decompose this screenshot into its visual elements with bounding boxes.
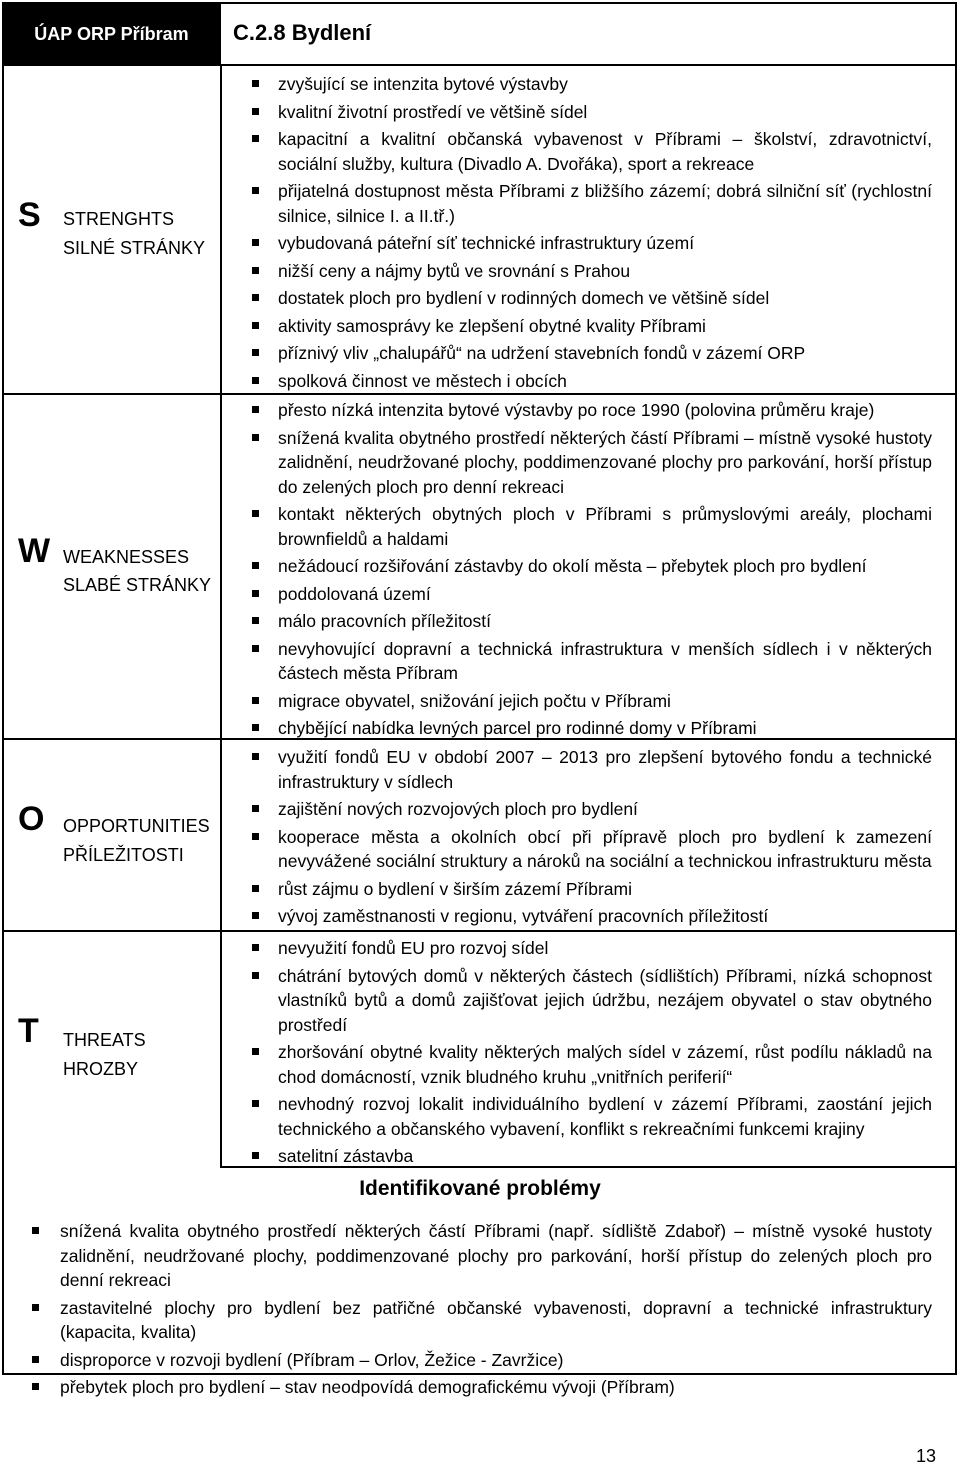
list-item: kvalitní životní prostředí ve většině sídel	[248, 100, 932, 125]
list-item: málo pracovních příležitostí	[248, 609, 932, 634]
swot-letter: W	[18, 532, 51, 570]
list-item: příznivý vliv „chalupářů“ na udržení stavebních fondů v zázemí ORP	[248, 341, 932, 366]
strengths-list	[248, 72, 932, 396]
list-item: zhoršování obytné kvality některých malých sídel v zázemí, růst podílu nákladů na chod domácností, vznik bludného kruhu „vnitřních periferií“	[248, 1040, 932, 1089]
page-number: 13	[915, 1446, 936, 1466]
identified-problems-title: Identifikované problémy	[359, 1177, 601, 1200]
list-item: spolková činnost ve městech i obcích	[248, 369, 932, 394]
list-item: růst zájmu o bydlení v širším zázemí Příbrami	[248, 877, 932, 902]
list-item: disproporce v rozvoji bydlení (Příbram – Orlov, Žežice - Zavržice)	[30, 1348, 932, 1373]
swot-letter: S	[18, 196, 41, 234]
list-item: přebytek ploch pro bydlení – stav neodpovídá demografickému vývoji (Příbram)	[30, 1375, 932, 1400]
swot-label-cz: PŘÍLEŽITOSTI	[63, 845, 184, 865]
swot-letter: T	[18, 1012, 39, 1050]
swot-label-en: STRENGHTS	[63, 209, 175, 229]
swot-label-cz: HROZBY	[63, 1059, 139, 1079]
column-divider	[220, 66, 222, 1167]
header-org-title: ÚAP ORP Příbram	[2, 2, 221, 66]
list-item: přesto nízká intenzita bytové výstavby po roce 1990 (polovina průměru kraje)	[248, 398, 932, 423]
swot-label-cz: SILNÉ STRÁNKY	[63, 238, 206, 258]
list-item: kooperace města a okolních obcí při přípravě ploch pro bydlení k zamezení nevyvážené sociální struktury a nároků na sociální a technickou infrastrukturu města	[248, 825, 932, 874]
header-section-title: C.2.8 Bydlení	[221, 2, 957, 66]
list-item: nežádoucí rozšiřování zástavby do okolí města – přebytek ploch pro bydlení	[248, 554, 932, 579]
list-item: vývoj zaměstnanosti v regionu, vytváření pracovních příležitostí	[248, 904, 932, 929]
list-item: snížená kvalita obytného prostředí některých částí Příbrami – místně vysoké hustoty zalidnění, neudržované plochy, poddimenzované plochy pro parkování, horší přístup do zelených ploch pro denní rekreaci	[248, 426, 932, 500]
list-item: satelitní zástavba	[248, 1144, 932, 1169]
list-item: aktivity samosprávy ke zlepšení obytné kvality Příbrami	[248, 314, 932, 339]
list-item: vybudovaná páteřní síť technické infrastruktury území	[248, 231, 932, 256]
swot-label-en: OPPORTUNITIES	[63, 816, 210, 836]
list-item: chybějící nabídka levných parcel pro rodinné domy v Příbrami	[248, 716, 932, 741]
list-item: zvyšující se intenzita bytové výstavby	[248, 72, 932, 97]
list-item: využití fondů EU v období 2007 – 2013 pro zlepšení bytového fondu a technické infrastruktury v sídlech	[248, 745, 932, 794]
list-item: nevhodný rozvoj lokalit individuálního bydlení v zázemí Příbrami, zaostání jejich technického a občanského vybavení, konflikt s rekreačními funkcemi krajiny	[248, 1092, 932, 1141]
list-item: nižší ceny a nájmy bytů ve srovnání s Prahou	[248, 259, 932, 284]
swot-label-en: THREATS	[63, 1030, 146, 1050]
list-item: přijatelná dostupnost města Příbrami z bližšího zázemí; dobrá silniční síť (rychlostní silnice, silnice I. a II.tř.)	[248, 179, 932, 228]
list-item: chátrání bytových domů v některých částech (sídlištích) Příbrami, nízká schopnost vlastníků bytů a domů zajišťovat jejich údržbu, nezájem obyvatel o stav obytného prostředí	[248, 964, 932, 1038]
weaknesses-list	[248, 398, 932, 744]
list-item: nevyužití fondů EU pro rozvoj sídel	[248, 936, 932, 961]
list-item: snížená kvalita obytného prostředí některých částí Příbrami (např. sídliště Zdaboř) – místně vysoké hustoty zalidnění, neudržované plochy, poddimenzované plochy pro parkování, horší přístup do zelených ploch pro denní rekreaci	[30, 1219, 932, 1293]
swot-label-cz: SLABÉ STRÁNKY	[63, 575, 212, 595]
list-item: kapacitní a kvalitní občanská vybavenost v Příbrami – školství, zdravotnictví, sociální služby, kultura (Divadlo A. Dvořáka), sport a rekreace	[248, 127, 932, 176]
list-item: zajištění nových rozvojových ploch pro bydlení	[248, 797, 932, 822]
list-item: migrace obyvatel, snižování jejich počtu v Příbrami	[248, 689, 932, 714]
opportunities-list	[248, 745, 932, 932]
swot-label-en: WEAKNESSES	[63, 547, 190, 567]
identified-problems-list	[30, 1219, 932, 1403]
swot-letter: O	[18, 800, 45, 838]
threats-list	[248, 936, 932, 1172]
list-item: dostatek ploch pro bydlení v rodinných domech ve většině sídel	[248, 286, 932, 311]
list-item: zastavitelné plochy pro bydlení bez patřičné občanské vybavenosti, dopravní a technické infrastruktury (kapacita, kvalita)	[30, 1296, 932, 1345]
list-item: poddolovaná území	[248, 582, 932, 607]
list-item: nevyhovující dopravní a technická infrastruktura v menších sídlech i v některých částech města Příbram	[248, 637, 932, 686]
list-item: kontakt některých obytných ploch v Příbrami s průmyslovými areály, plochami brownfieldů a haldami	[248, 502, 932, 551]
